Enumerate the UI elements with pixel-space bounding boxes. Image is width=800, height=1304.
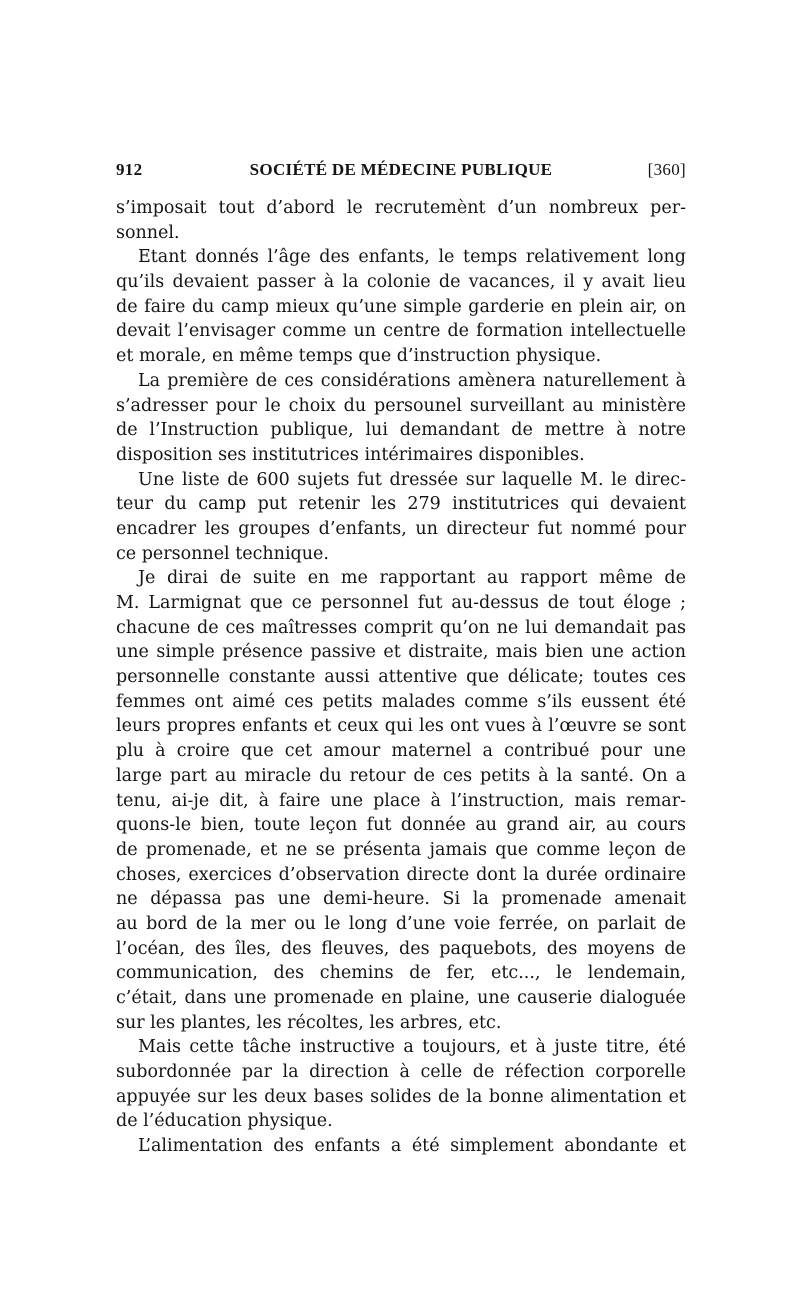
text-line: leurs propres enfants et ceux qui les ont vues à l’œuvre se sont	[116, 716, 686, 737]
bracket-reference: [360]	[647, 160, 686, 179]
text-line: Une liste de 600 sujets fut dressée sur laquelle M. le direc-	[138, 469, 686, 490]
text-line: s’adresser pour le choix du persounel surveillant au ministère	[116, 395, 686, 416]
text-line: de faire du camp mieux qu’une simple garderie en plein air, on	[116, 296, 686, 317]
text-line: subordonnée par la direction à celle de réfection corporelle	[116, 1062, 686, 1083]
text-line: personnelle constante aussi attentive que délicate; toutes ces	[116, 667, 686, 688]
text-line: Je dirai de suite en me rapportant au rapport même de	[138, 568, 686, 589]
text-line: La première de ces considérations amènera naturellement à	[138, 370, 686, 391]
text-line: sur les plantes, les récoltes, les arbres, etc.	[116, 1012, 502, 1033]
text-line: choses, exercices d’observation directe dont la durée ordinaire	[116, 864, 686, 885]
text-line: ce personnel technique.	[116, 543, 329, 564]
text-line: de l’éducation physique.	[116, 1111, 333, 1132]
text-line: plu à croire que cet amour maternel a contribué pour une	[116, 741, 686, 762]
text-line: chacune de ces maîtresses comprit qu’on ne lui demandait pas	[116, 617, 686, 638]
text-line: communication, des chemins de fer, etc..., le lendemain,	[116, 963, 686, 984]
text-line: une simple présence passive et distraite, mais bien une action	[116, 642, 686, 663]
text-line: M. Larmignat que ce personnel fut au-dessus de tout éloge ;	[116, 593, 686, 613]
text-line: l’océan, des îles, des fleuves, des paquebots, des moyens de	[116, 938, 686, 959]
text-line: teur du camp put retenir les 279 institutrices qui devaient	[116, 494, 686, 515]
text-line: devait l’envisager comme un centre de formation intellectuelle	[116, 321, 686, 342]
text-line: Mais cette tâche instructive a toujours, et à juste titre, été	[138, 1037, 686, 1058]
text-line: Etant donnés l’âge des enfants, le temps relativement long	[138, 247, 686, 268]
text-line: ne dépassa pas une demi-heure. Si la promenade amenait	[116, 889, 686, 910]
text-line: L’alimentation des enfants a été simplement abondante et	[138, 1136, 686, 1157]
text-line: femmes ont aimé ces petits malades comme s’ils eussent été	[116, 691, 686, 712]
text-line: sonnel.	[116, 222, 180, 243]
text-line: tenu, ai-je dit, à faire une place à l’instruction, mais remar-	[116, 790, 686, 811]
text-line: quons-le bien, toute leçon fut donnée au grand air, au cours	[116, 815, 686, 836]
text-line: de l’Instruction publique, lui demandant de mettre à notre	[116, 420, 686, 441]
text-line: c’était, dans une promenade en plaine, une causerie dialoguée	[116, 988, 686, 1008]
text-line: de promenade, et ne se présenta jamais que comme leçon de	[116, 839, 686, 860]
page-number: 912	[116, 160, 143, 179]
text-line: appuyée sur les deux bases solides de la bonne alimentation et	[116, 1086, 686, 1107]
text-line: et morale, en même temps que d’instruction physique.	[116, 346, 602, 367]
text-line: disposition ses institutrices intérimaires disponibles.	[116, 444, 585, 465]
text-line: encadrer les groupes d’enfants, un directeur fut nommé pour	[116, 518, 686, 539]
text-line: s’imposait tout d’abord le recrutemènt d’un nombreux per-	[116, 198, 686, 218]
running-header	[116, 160, 686, 184]
text-line: qu’ils devaient passer à la colonie de vacances, il y avait lieu	[116, 272, 686, 293]
running-title: SOCIÉTÉ DE MÉDECINE PUBLIQUE	[249, 160, 553, 179]
text-line: large part au miracle du retour de ces petits à la santé. On a	[116, 765, 686, 786]
body-text	[116, 196, 686, 1159]
text-line: au bord de la mer ou le long d’une voie ferrée, on parlait de	[116, 913, 686, 934]
